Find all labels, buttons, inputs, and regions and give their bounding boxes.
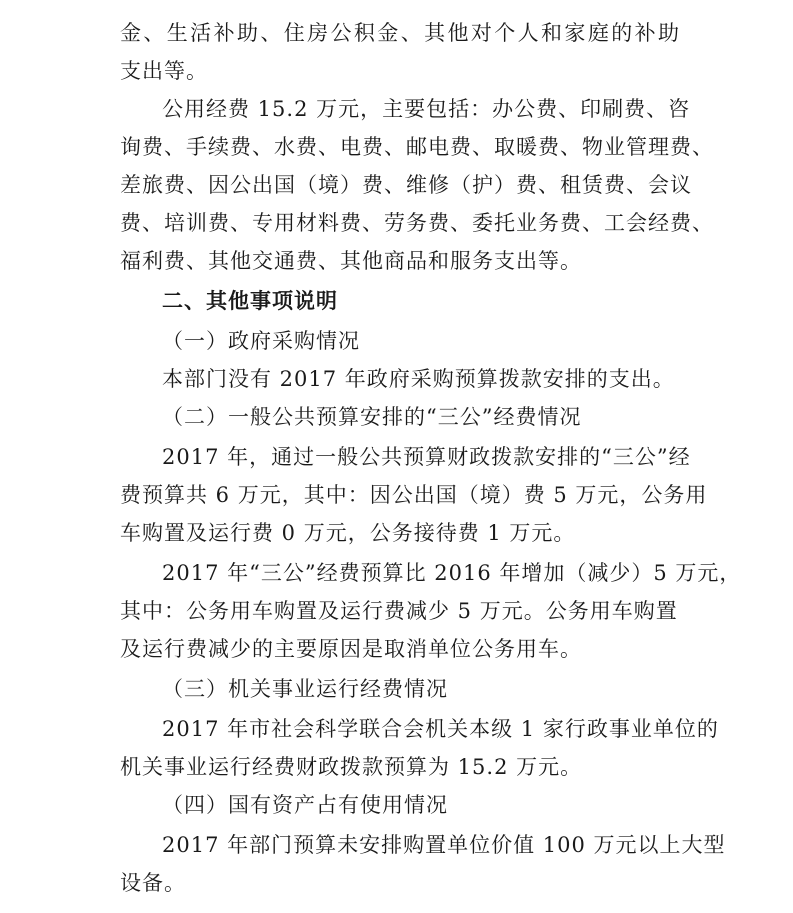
paragraph-line: 公用经费 15.2 万元，主要包括：办公费、印刷费、咨 — [162, 97, 691, 121]
paragraph-line: 2017 年，通过一般公共预算财政拨款安排的“三公”经 — [162, 445, 691, 469]
subsection-heading: （四）国有资产占有使用情况 — [162, 793, 448, 817]
paragraph-line: 金、生活补助、住房公积金、其他对个人和家庭的补助 — [120, 21, 680, 45]
paragraph-line: 费预算共 6 万元，其中：因公出国（境）费 5 万元，公务用 — [120, 483, 708, 507]
paragraph-line: 其中：公务用车购置及运行费减少 5 万元。公务用车购置 — [120, 599, 678, 623]
paragraph-line: 费、培训费、专用材料费、劳务费、委托业务费、工会经费、 — [120, 211, 714, 235]
paragraph-line: 设备。 — [120, 871, 186, 895]
paragraph-line: 询费、手续费、水费、电费、邮电费、取暖费、物业管理费、 — [120, 135, 714, 159]
paragraph-line: 2017 年部门预算未安排购置单位价值 100 万元以上大型 — [162, 833, 726, 857]
subsection-heading: （一）政府采购情况 — [162, 329, 360, 353]
subsection-heading: （三）机关事业运行经费情况 — [162, 677, 448, 701]
paragraph-line: 差旅费、因公出国（境）费、维修（护）费、租赁费、会议 — [120, 173, 692, 197]
paragraph-line: 2017 年“三公”经费预算比 2016 年增加（减少）5 万元， — [162, 561, 742, 585]
section-heading: 二、其他事项说明 — [162, 289, 338, 313]
paragraph-line: 2017 年市社会科学联合会机关本级 1 家行政事业单位的 — [162, 717, 719, 741]
paragraph-line: 本部门没有 2017 年政府采购预算拨款安排的支出。 — [162, 367, 675, 391]
paragraph-line: 福利费、其他交通费、其他商品和服务支出等。 — [120, 249, 582, 273]
paragraph-line: 车购置及运行费 0 万元，公务接待费 1 万元。 — [120, 521, 576, 545]
paragraph-line: 支出等。 — [120, 59, 208, 83]
subsection-heading: （二）一般公共预算安排的“三公”经费情况 — [162, 405, 582, 429]
paragraph-line: 及运行费减少的主要原因是取消单位公务用车。 — [120, 637, 582, 661]
paragraph-line: 机关事业运行经费财政拨款预算为 15.2 万元。 — [120, 755, 583, 779]
